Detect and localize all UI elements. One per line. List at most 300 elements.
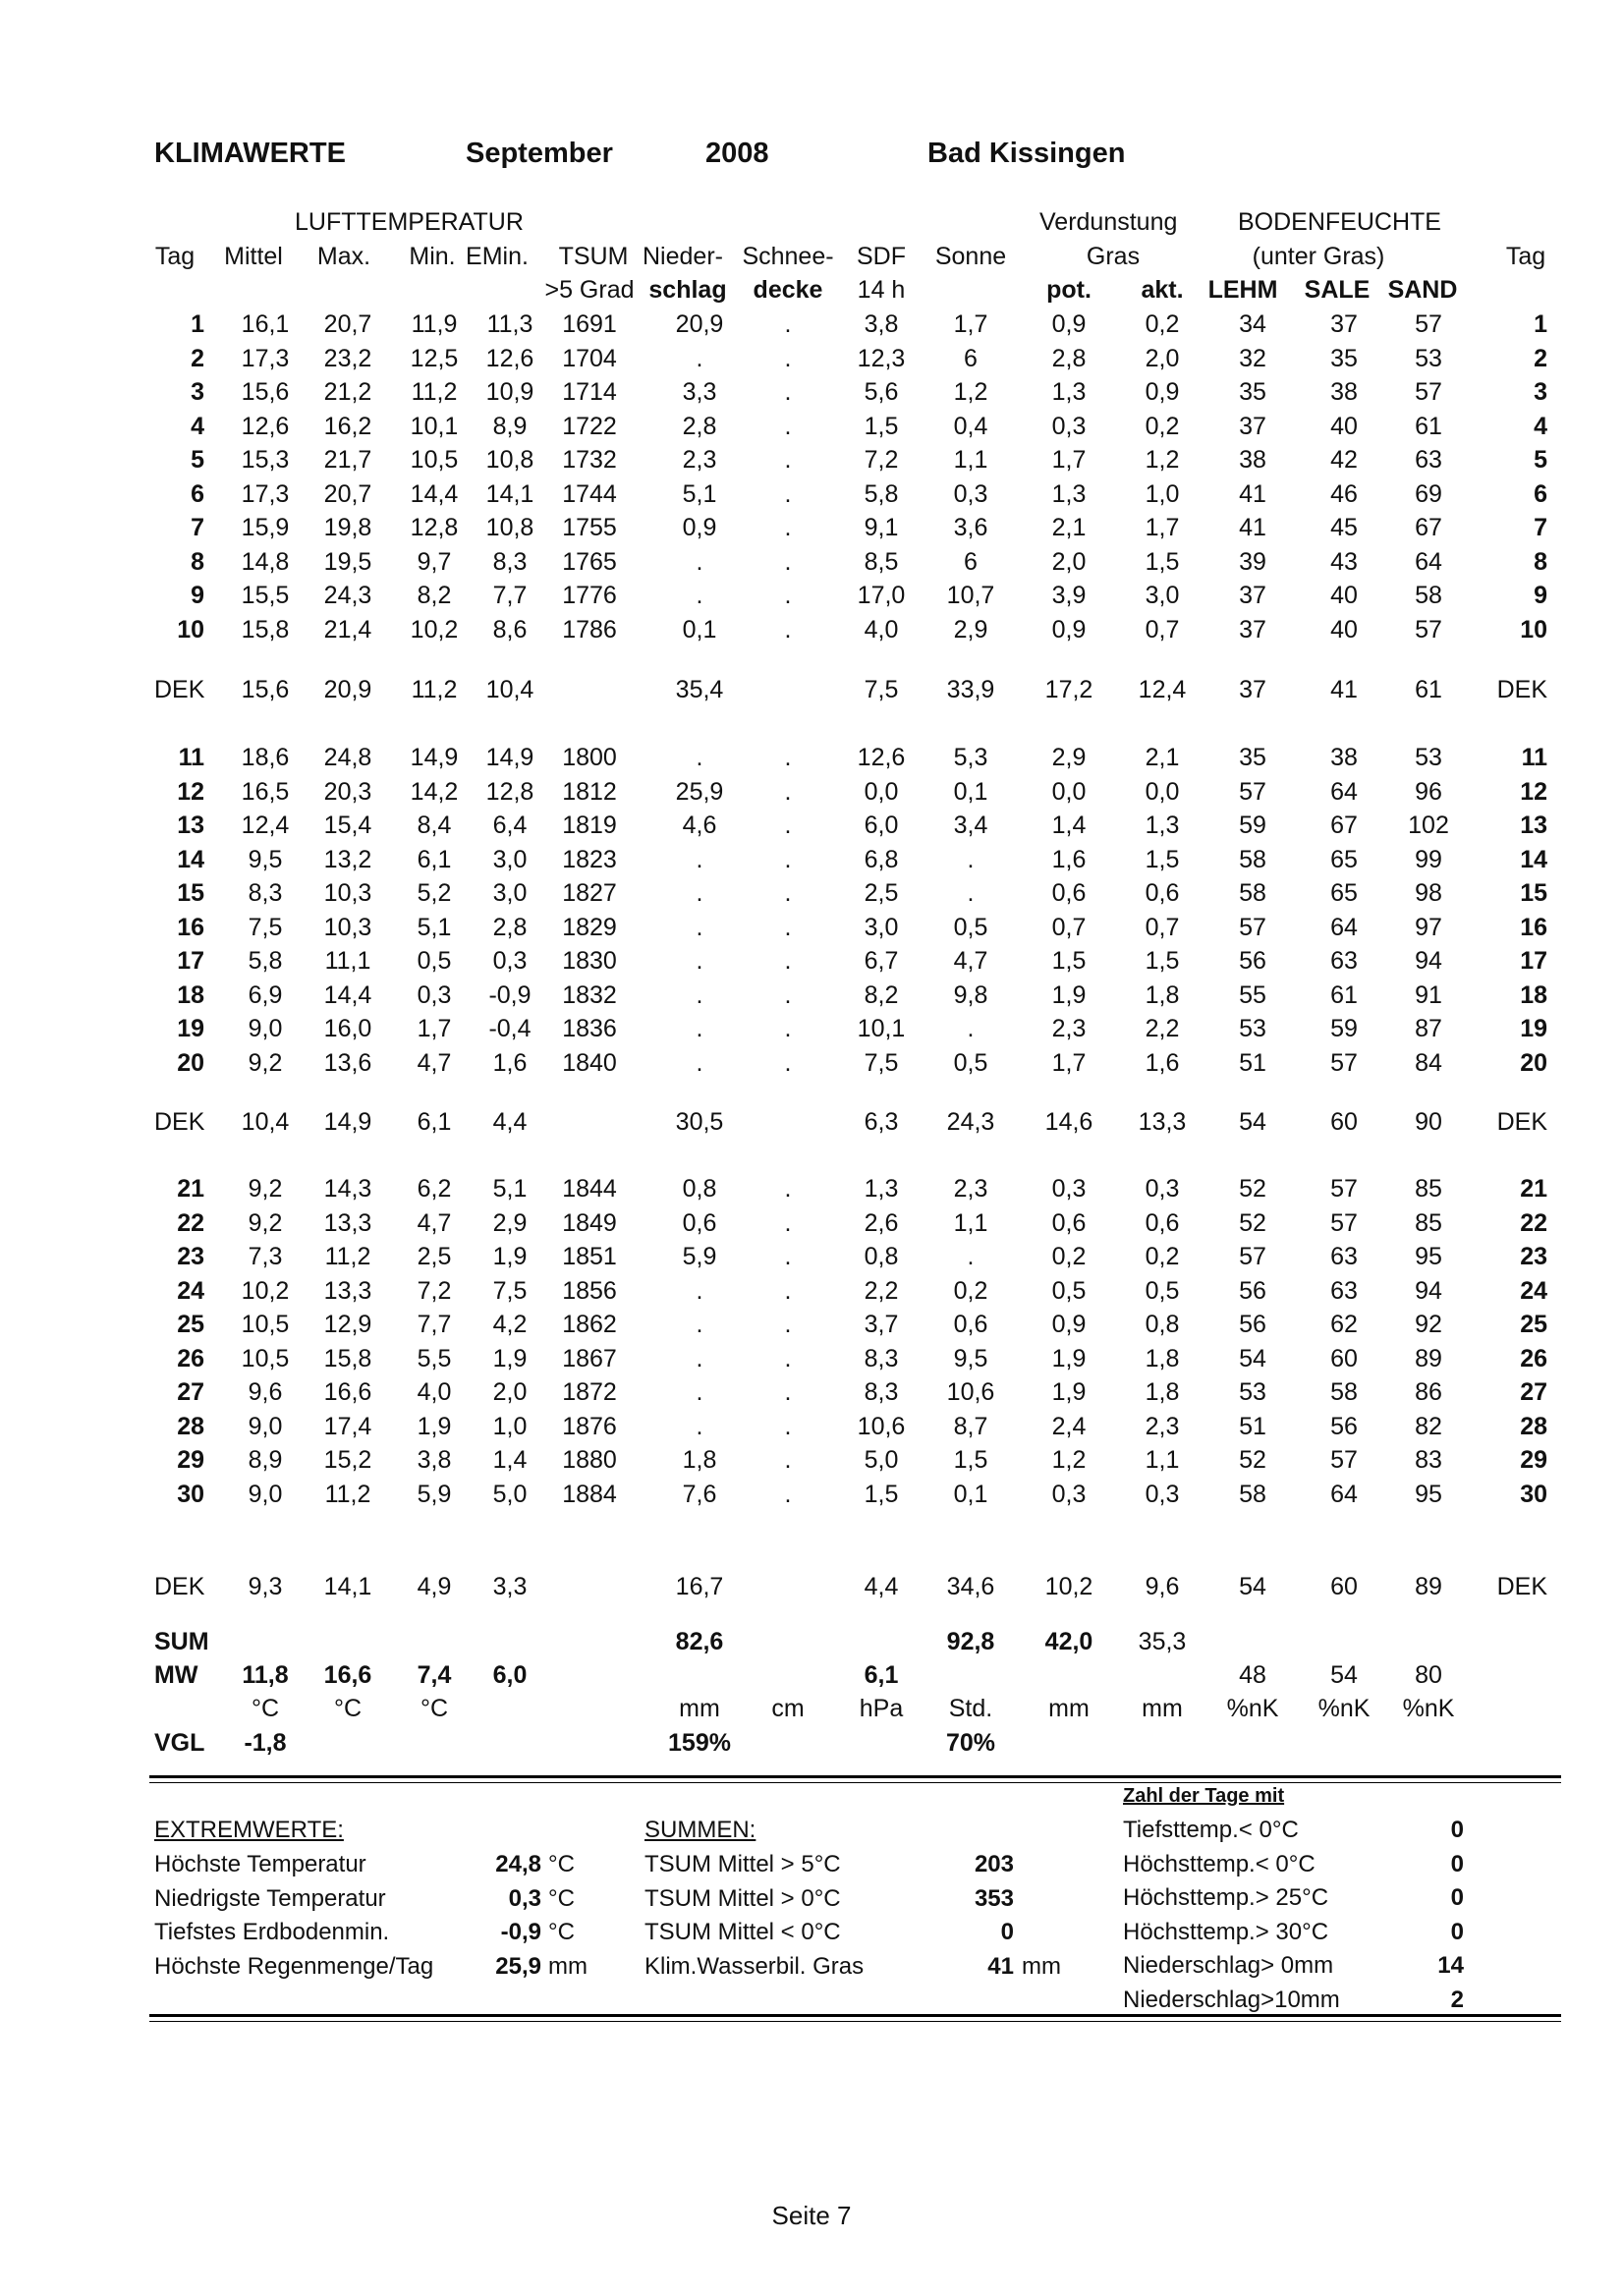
cell-verd-akt: 0,7 bbox=[1145, 615, 1180, 644]
cell-tag-right: 3 bbox=[1534, 378, 1547, 406]
cell-schneedecke: . bbox=[784, 547, 792, 576]
cell-niederschlag: . bbox=[696, 1276, 703, 1305]
column-subheader: akt. bbox=[1141, 276, 1184, 304]
cell-verd-akt: 1,8 bbox=[1145, 1344, 1180, 1372]
cell-emin: 5,1 bbox=[492, 1175, 528, 1203]
cell-tag-right: 12 bbox=[1520, 777, 1547, 806]
cell-tag: 28 bbox=[177, 1412, 204, 1440]
cell-max: 10,3 bbox=[323, 879, 372, 907]
cell-emin: 2,8 bbox=[492, 913, 528, 941]
cell-verd-pot: 1,9 bbox=[1051, 1378, 1087, 1406]
cell-max: 16,6 bbox=[323, 1661, 372, 1689]
cell-emin: 12,6 bbox=[485, 344, 534, 372]
cell-sonne: 3,4 bbox=[953, 812, 988, 839]
cell-lehm: 48 bbox=[1239, 1661, 1266, 1689]
cell-sonne: 2,3 bbox=[953, 1175, 988, 1203]
cell-sale: 37 bbox=[1330, 310, 1358, 338]
cell-max: 15,2 bbox=[323, 1446, 372, 1474]
summen-value: 41 bbox=[987, 1952, 1014, 1980]
cell-tag-right: 29 bbox=[1520, 1446, 1547, 1474]
cell-verd-pot: 1,9 bbox=[1051, 980, 1087, 1009]
cell-lehm: 57 bbox=[1239, 1243, 1266, 1270]
cell-emin: 10,8 bbox=[485, 514, 534, 541]
cell-verd-akt: 0,2 bbox=[1145, 412, 1180, 440]
cell-emin: 10,9 bbox=[485, 378, 534, 406]
cell-min: 4,9 bbox=[417, 1573, 452, 1600]
cell-tag: 1 bbox=[191, 310, 204, 338]
cell-verd-pot: 17,2 bbox=[1044, 676, 1093, 703]
extremwerte-value: -0,9 bbox=[500, 1919, 541, 1946]
cell-mittel: 17,3 bbox=[241, 479, 290, 508]
cell-sdf: 6,1 bbox=[864, 1661, 899, 1689]
cell-min: 11,9 bbox=[411, 310, 458, 338]
cell-sonne: . bbox=[967, 1243, 975, 1270]
cell-sonne: 6 bbox=[964, 344, 978, 372]
cell-lehm: 53 bbox=[1239, 1378, 1266, 1406]
cell-sdf: 5,0 bbox=[864, 1446, 899, 1474]
zahl-der-tage-title: Zahl der Tage mit bbox=[1123, 1785, 1285, 1807]
cell-tag-right: 2 bbox=[1534, 344, 1547, 372]
cell-emin: 1,9 bbox=[492, 1344, 528, 1372]
zahl-der-tage-label: Höchsttemp.< 0°C bbox=[1123, 1850, 1316, 1877]
cell-sdf: 2,5 bbox=[864, 879, 899, 907]
cell-verd-pot: 1,7 bbox=[1051, 446, 1087, 474]
cell-emin: 14,9 bbox=[485, 744, 534, 771]
cell-max: 10,3 bbox=[323, 913, 372, 941]
cell-min: 14,2 bbox=[410, 777, 459, 806]
cell-min: 11,2 bbox=[411, 378, 458, 406]
column-header: SDF bbox=[857, 243, 906, 270]
cell-verd-pot: 0,9 bbox=[1051, 1311, 1087, 1338]
cell-sand: 94 bbox=[1415, 1276, 1442, 1305]
cell-lehm: 58 bbox=[1239, 879, 1266, 907]
cell-sonne: 6 bbox=[964, 547, 978, 576]
cell-sonne: 70% bbox=[945, 1729, 996, 1757]
cell-sale: 65 bbox=[1330, 845, 1358, 873]
cell-tsum: 1714 bbox=[562, 378, 617, 406]
cell-verd-akt: 1,1 bbox=[1145, 1446, 1180, 1474]
cell-tag: 8 bbox=[191, 547, 204, 576]
cell-tag: 14 bbox=[177, 845, 204, 873]
extremwerte-title: EXTREMWERTE: bbox=[154, 1817, 344, 1843]
cell-schneedecke: cm bbox=[771, 1695, 805, 1722]
cell-emin: 7,7 bbox=[492, 582, 528, 609]
cell-emin: 4,2 bbox=[492, 1311, 528, 1338]
cell-verd-akt: 0,8 bbox=[1145, 1311, 1180, 1338]
cell-mittel: 5,8 bbox=[248, 947, 283, 975]
cell-schneedecke: . bbox=[784, 479, 792, 508]
cell-verd-pot: 1,7 bbox=[1051, 1048, 1087, 1077]
cell-verd-akt: 12,4 bbox=[1138, 676, 1187, 703]
cell-lehm: 51 bbox=[1239, 1412, 1266, 1440]
zahl-der-tage-value: 0 bbox=[1450, 1884, 1464, 1912]
cell-sdf: 5,8 bbox=[864, 479, 899, 508]
cell-sand: 99 bbox=[1415, 845, 1442, 873]
cell-lehm: 41 bbox=[1239, 514, 1266, 541]
extremwerte-value: 0,3 bbox=[508, 1884, 541, 1912]
cell-emin: 1,9 bbox=[492, 1243, 528, 1270]
summen-title: SUMMEN: bbox=[644, 1817, 756, 1843]
cell-sdf: 2,2 bbox=[864, 1276, 899, 1305]
extremwerte-label: Höchste Temperatur bbox=[154, 1851, 366, 1877]
cell-mittel: 9,2 bbox=[248, 1208, 283, 1237]
cell-sale: 38 bbox=[1330, 744, 1358, 771]
cell-mittel: -1,8 bbox=[244, 1729, 287, 1757]
cell-min: 0,3 bbox=[417, 980, 452, 1009]
cell-verd-pot: 1,3 bbox=[1051, 479, 1087, 508]
cell-lehm: 56 bbox=[1239, 1311, 1266, 1338]
cell-sdf: 12,6 bbox=[857, 744, 906, 771]
cell-sale: 60 bbox=[1330, 1573, 1358, 1600]
cell-sdf: 3,8 bbox=[864, 310, 899, 338]
cell-sonne: 10,6 bbox=[946, 1378, 995, 1406]
cell-min: 5,2 bbox=[417, 879, 452, 907]
cell-emin: 1,4 bbox=[492, 1446, 528, 1474]
cell-max: 14,4 bbox=[323, 980, 372, 1009]
zahl-der-tage-value: 0 bbox=[1450, 1918, 1464, 1945]
cell-min: 14,9 bbox=[410, 744, 459, 771]
cell-niederschlag: 3,3 bbox=[682, 378, 717, 406]
cell-max: 11,2 bbox=[324, 1243, 371, 1270]
cell-tag-right: 21 bbox=[1520, 1175, 1547, 1203]
cell-max: 21,4 bbox=[323, 615, 372, 644]
cell-lehm: 54 bbox=[1239, 1108, 1266, 1136]
cell-sdf: 8,2 bbox=[864, 980, 899, 1009]
cell-mittel: 9,0 bbox=[248, 1412, 283, 1440]
cell-tsum: 1765 bbox=[562, 547, 617, 576]
cell-mittel: 15,6 bbox=[241, 676, 290, 703]
cell-max: 24,8 bbox=[323, 744, 372, 771]
cell-sdf: 7,5 bbox=[864, 1048, 899, 1077]
cell-tsum: 1755 bbox=[562, 514, 617, 541]
cell-mittel: 10,5 bbox=[241, 1311, 290, 1338]
cell-tag: 17 bbox=[177, 947, 204, 975]
divider-top-thin bbox=[149, 1782, 1561, 1783]
cell-verd-pot: 0,5 bbox=[1051, 1276, 1087, 1305]
cell-min: 14,4 bbox=[410, 479, 459, 508]
cell-lehm: 52 bbox=[1239, 1208, 1266, 1237]
cell-tsum: 1744 bbox=[562, 479, 617, 508]
cell-sale: 41 bbox=[1330, 676, 1358, 703]
cell-mittel: 9,3 bbox=[248, 1573, 283, 1600]
cell-emin: 8,3 bbox=[492, 547, 528, 576]
cell-emin: 10,8 bbox=[485, 446, 534, 474]
header-bodenfeuchte: BODENFEUCHTE bbox=[1238, 208, 1441, 236]
cell-sonne: 4,7 bbox=[953, 947, 988, 975]
summen-label: TSUM Mittel > 5°C bbox=[644, 1851, 841, 1877]
cell-sonne: 0,5 bbox=[953, 1048, 988, 1077]
summen-label: Klim.Wasserbil. Gras bbox=[644, 1952, 865, 1980]
cell-max: 17,4 bbox=[323, 1412, 372, 1440]
cell-mittel: 9,0 bbox=[248, 1015, 283, 1042]
cell-max: 15,4 bbox=[323, 812, 372, 839]
cell-sdf: 6,3 bbox=[864, 1108, 899, 1136]
cell-max: 15,8 bbox=[323, 1344, 372, 1372]
cell-schneedecke: . bbox=[784, 980, 792, 1009]
cell-tag: 22 bbox=[177, 1208, 204, 1237]
cell-niederschlag: . bbox=[696, 947, 703, 975]
cell-emin: 4,4 bbox=[492, 1108, 528, 1136]
cell-mittel: 10,4 bbox=[241, 1108, 290, 1136]
cell-schneedecke: . bbox=[784, 1412, 792, 1440]
cell-tag: 20 bbox=[177, 1048, 204, 1077]
cell-tag-right: DEK bbox=[1496, 1108, 1547, 1136]
cell-sale: 64 bbox=[1330, 777, 1358, 806]
cell-mittel: 15,5 bbox=[241, 582, 290, 609]
cell-lehm: 38 bbox=[1239, 446, 1266, 474]
cell-tsum: 1830 bbox=[562, 947, 617, 975]
cell-emin: 1,0 bbox=[492, 1412, 528, 1440]
cell-min: 5,1 bbox=[417, 913, 452, 941]
cell-sand: 57 bbox=[1415, 615, 1442, 644]
cell-niederschlag: 5,9 bbox=[682, 1243, 717, 1270]
cell-verd-akt: 9,6 bbox=[1145, 1573, 1180, 1600]
cell-emin: 2,0 bbox=[492, 1378, 528, 1406]
cell-min: 10,1 bbox=[410, 412, 459, 440]
cell-verd-pot: 14,6 bbox=[1044, 1108, 1093, 1136]
cell-tag: 5 bbox=[191, 446, 204, 474]
cell-sonne: 2,9 bbox=[953, 615, 988, 644]
cell-tag: 9 bbox=[191, 582, 204, 609]
cell-sand: 87 bbox=[1415, 1015, 1442, 1042]
cell-schneedecke: . bbox=[784, 777, 792, 806]
cell-lehm: 35 bbox=[1239, 378, 1266, 406]
cell-tag-right: 22 bbox=[1520, 1208, 1547, 1237]
cell-verd-akt: 0,9 bbox=[1145, 378, 1180, 406]
cell-tsum: 1851 bbox=[562, 1243, 617, 1270]
cell-min: 2,5 bbox=[417, 1243, 452, 1270]
cell-tag: 29 bbox=[177, 1446, 204, 1474]
cell-verd-akt: 1,5 bbox=[1145, 947, 1180, 975]
cell-niederschlag: 0,8 bbox=[682, 1175, 717, 1203]
cell-min: 9,7 bbox=[417, 547, 452, 576]
cell-lehm: 37 bbox=[1239, 412, 1266, 440]
extremwerte-label: Höchste Regenmenge/Tag bbox=[154, 1952, 434, 1980]
cell-lehm: 56 bbox=[1239, 947, 1266, 975]
cell-lehm: 35 bbox=[1239, 744, 1266, 771]
cell-verd-pot: 1,2 bbox=[1051, 1446, 1087, 1474]
cell-tag: 21 bbox=[177, 1175, 204, 1203]
summen-unit: mm bbox=[1022, 1952, 1061, 1980]
cell-sale: 35 bbox=[1330, 344, 1358, 372]
header-lufttemperatur: LUFTTEMPERATUR bbox=[295, 208, 524, 236]
column-subheader: LEHM bbox=[1207, 276, 1278, 304]
cell-sdf: 10,1 bbox=[857, 1015, 906, 1042]
zahl-der-tage-label: Niederschlag> 0mm bbox=[1123, 1952, 1334, 1980]
cell-sonne: 0,1 bbox=[953, 777, 988, 806]
cell-sand: 69 bbox=[1415, 479, 1442, 508]
cell-emin: 2,9 bbox=[492, 1208, 528, 1237]
zahl-der-tage-value: 0 bbox=[1450, 1850, 1464, 1877]
cell-sand: 95 bbox=[1415, 1243, 1442, 1270]
cell-emin: 0,3 bbox=[492, 947, 528, 975]
cell-tag-right: 14 bbox=[1520, 845, 1547, 873]
cell-max: 16,0 bbox=[323, 1015, 372, 1042]
cell-max: 20,7 bbox=[323, 310, 372, 338]
cell-sale: 54 bbox=[1330, 1661, 1358, 1689]
cell-sdf: 4,0 bbox=[864, 615, 899, 644]
cell-sonne: 9,8 bbox=[953, 980, 988, 1009]
cell-tag: SUM bbox=[154, 1628, 209, 1655]
cell-min: 0,5 bbox=[417, 947, 452, 975]
cell-niederschlag: . bbox=[696, 344, 703, 372]
cell-niederschlag: . bbox=[696, 1344, 703, 1372]
extremwerte-unit: °C bbox=[548, 1919, 575, 1946]
cell-sand: 98 bbox=[1415, 879, 1442, 907]
cell-niederschlag: 2,8 bbox=[682, 412, 717, 440]
cell-min: 7,7 bbox=[417, 1311, 452, 1338]
cell-mittel: 6,9 bbox=[248, 980, 283, 1009]
cell-tag: 13 bbox=[177, 812, 204, 839]
cell-sand: 102 bbox=[1408, 812, 1449, 839]
cell-min: 4,7 bbox=[417, 1208, 452, 1237]
cell-mittel: 14,8 bbox=[241, 547, 290, 576]
cell-max: 23,2 bbox=[323, 344, 372, 372]
cell-mittel: 15,9 bbox=[241, 514, 290, 541]
cell-lehm: 52 bbox=[1239, 1446, 1266, 1474]
cell-tsum: 1856 bbox=[562, 1276, 617, 1305]
cell-sand: 64 bbox=[1415, 547, 1442, 576]
cell-tag-right: 4 bbox=[1534, 412, 1547, 440]
cell-tag: 12 bbox=[177, 777, 204, 806]
cell-sale: 64 bbox=[1330, 913, 1358, 941]
cell-tsum: 1829 bbox=[562, 913, 617, 941]
cell-verd-akt: 13,3 bbox=[1138, 1108, 1187, 1136]
cell-mittel: 17,3 bbox=[241, 344, 290, 372]
cell-sdf: 8,3 bbox=[864, 1344, 899, 1372]
cell-min: 8,2 bbox=[417, 582, 452, 609]
cell-tag-right: 26 bbox=[1520, 1344, 1547, 1372]
cell-min: 12,5 bbox=[410, 344, 459, 372]
cell-niederschlag: 0,6 bbox=[682, 1208, 717, 1237]
cell-tag-right: 25 bbox=[1520, 1311, 1547, 1338]
cell-verd-pot: 1,5 bbox=[1051, 947, 1087, 975]
cell-sonne: 24,3 bbox=[946, 1108, 995, 1136]
cell-mittel: 15,8 bbox=[241, 615, 290, 644]
cell-tag: 4 bbox=[191, 412, 204, 440]
cell-niederschlag: . bbox=[696, 845, 703, 873]
cell-tag-right: 20 bbox=[1520, 1048, 1547, 1077]
cell-emin: 10,4 bbox=[485, 676, 534, 703]
cell-max: 19,5 bbox=[323, 547, 372, 576]
cell-tsum: 1704 bbox=[562, 344, 617, 372]
cell-emin: 3,0 bbox=[492, 879, 528, 907]
cell-schneedecke: . bbox=[784, 514, 792, 541]
cell-schneedecke: . bbox=[784, 378, 792, 406]
cell-sale: 38 bbox=[1330, 378, 1358, 406]
cell-niederschlag: 159% bbox=[668, 1729, 731, 1757]
cell-tsum: 1800 bbox=[562, 744, 617, 771]
cell-verd-pot: 2,4 bbox=[1051, 1412, 1087, 1440]
cell-tag: 2 bbox=[191, 344, 204, 372]
cell-tag-right: DEK bbox=[1496, 676, 1547, 703]
cell-verd-akt: 1,7 bbox=[1145, 514, 1180, 541]
cell-schneedecke: . bbox=[784, 1276, 792, 1305]
cell-max: 20,7 bbox=[323, 479, 372, 508]
cell-verd-akt: 1,2 bbox=[1145, 446, 1180, 474]
cell-max: 16,2 bbox=[323, 412, 372, 440]
cell-tag-right: 11 bbox=[1521, 744, 1547, 771]
cell-tag: 26 bbox=[177, 1344, 204, 1372]
cell-lehm: 37 bbox=[1239, 615, 1266, 644]
cell-lehm: 58 bbox=[1239, 1480, 1266, 1508]
cell-schneedecke: . bbox=[784, 615, 792, 644]
cell-sand: 53 bbox=[1415, 344, 1442, 372]
cell-mittel: 7,5 bbox=[248, 913, 283, 941]
cell-emin: 6,4 bbox=[492, 812, 528, 839]
cell-lehm: 39 bbox=[1239, 547, 1266, 576]
cell-sale: 60 bbox=[1330, 1344, 1358, 1372]
cell-verd-pot: 3,9 bbox=[1051, 582, 1087, 609]
cell-max: °C bbox=[333, 1695, 363, 1722]
cell-tag: 25 bbox=[177, 1311, 204, 1338]
cell-lehm: 59 bbox=[1239, 812, 1266, 839]
cell-sdf: 10,6 bbox=[857, 1412, 906, 1440]
cell-sale: 57 bbox=[1330, 1446, 1358, 1474]
cell-sale: 65 bbox=[1330, 879, 1358, 907]
cell-tag: 16 bbox=[177, 913, 204, 941]
cell-tsum: 1823 bbox=[562, 845, 617, 873]
cell-min: 4,7 bbox=[417, 1048, 452, 1077]
cell-sdf: 2,6 bbox=[864, 1208, 899, 1237]
column-header: Mittel bbox=[224, 243, 283, 270]
cell-lehm: 56 bbox=[1239, 1276, 1266, 1305]
cell-verd-pot: 42,0 bbox=[1044, 1628, 1093, 1655]
cell-sale: 63 bbox=[1330, 947, 1358, 975]
extremwerte-unit: mm bbox=[548, 1952, 588, 1980]
cell-verd-akt: 2,2 bbox=[1145, 1015, 1180, 1042]
cell-sale: %nK bbox=[1317, 1695, 1371, 1722]
cell-schneedecke: . bbox=[784, 845, 792, 873]
cell-verd-akt: 1,0 bbox=[1145, 479, 1180, 508]
cell-verd-pot: 0,0 bbox=[1051, 777, 1087, 806]
cell-tag-right: 16 bbox=[1520, 913, 1547, 941]
cell-schneedecke: . bbox=[784, 812, 792, 839]
cell-tag: DEK bbox=[154, 1108, 205, 1136]
cell-sdf: 6,0 bbox=[864, 812, 899, 839]
cell-sand: 96 bbox=[1415, 777, 1442, 806]
column-header: Nieder- bbox=[643, 243, 723, 270]
cell-tag: 7 bbox=[191, 514, 204, 541]
cell-lehm: 58 bbox=[1239, 845, 1266, 873]
summen-value: 353 bbox=[974, 1884, 1014, 1912]
summen-label: TSUM Mittel < 0°C bbox=[644, 1919, 841, 1946]
cell-tsum: 1836 bbox=[562, 1015, 617, 1042]
cell-mittel: 15,6 bbox=[241, 378, 290, 406]
cell-sdf: 12,3 bbox=[857, 344, 906, 372]
cell-sale: 62 bbox=[1330, 1311, 1358, 1338]
cell-schneedecke: . bbox=[784, 1243, 792, 1270]
cell-emin: 8,6 bbox=[492, 615, 528, 644]
cell-min: °C bbox=[420, 1695, 449, 1722]
cell-sdf: 8,3 bbox=[864, 1378, 899, 1406]
cell-sonne: . bbox=[967, 845, 975, 873]
cell-schneedecke: . bbox=[784, 1344, 792, 1372]
cell-tsum: 1884 bbox=[562, 1480, 617, 1508]
cell-tag-right: 1 bbox=[1534, 310, 1547, 338]
cell-mittel: 10,2 bbox=[241, 1276, 290, 1305]
cell-max: 16,6 bbox=[323, 1378, 372, 1406]
cell-max: 14,9 bbox=[323, 1108, 372, 1136]
cell-max: 13,3 bbox=[323, 1276, 372, 1305]
cell-sand: 58 bbox=[1415, 582, 1442, 609]
cell-sand: 91 bbox=[1415, 980, 1442, 1009]
cell-verd-pot: 0,3 bbox=[1051, 1175, 1087, 1203]
cell-schneedecke: . bbox=[784, 582, 792, 609]
cell-niederschlag: 4,6 bbox=[682, 812, 717, 839]
cell-verd-akt: 2,0 bbox=[1145, 344, 1180, 372]
cell-sdf: 7,2 bbox=[864, 446, 899, 474]
